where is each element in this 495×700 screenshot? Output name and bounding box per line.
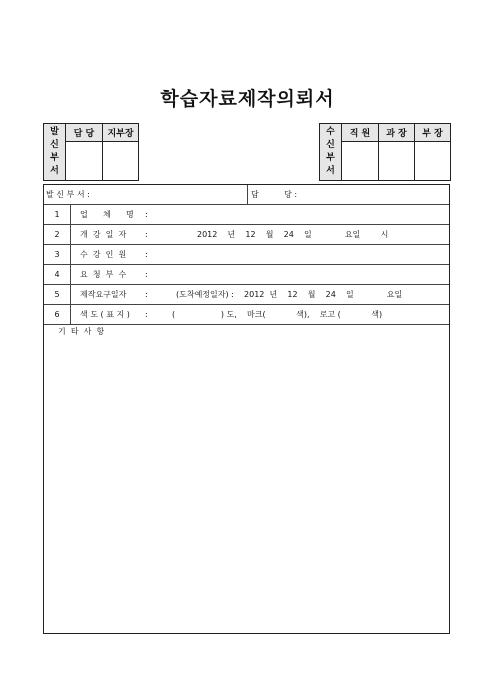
header-branch-chief: 지부장	[103, 124, 139, 142]
sign-cell-in-charge[interactable]	[66, 142, 103, 181]
header-dept-chief: 부 장	[415, 124, 451, 142]
row-colon: :	[145, 290, 148, 299]
header-in-charge: 담 당	[66, 124, 103, 142]
row-label: 업 체 명	[80, 210, 134, 219]
row-number: 4	[54, 270, 60, 279]
form-row-color[interactable]	[44, 305, 449, 325]
row-colon: :	[145, 270, 148, 279]
row-colon: :	[145, 250, 148, 259]
row-number: 2	[54, 230, 60, 239]
sign-cell-dept-chief[interactable]	[415, 142, 451, 181]
row-value[interactable]: (도착예정일자) : 2012 년 12 월 24 일 요일	[176, 290, 403, 299]
sender-dept-side-label: 발 신 부 서	[44, 124, 66, 181]
sign-cell-section-chief[interactable]	[379, 142, 415, 181]
header-section-chief: 과 장	[379, 124, 415, 142]
request-form	[43, 184, 450, 634]
row-colon: :	[145, 310, 148, 319]
form-row-attendees[interactable]	[44, 245, 449, 265]
row-label: 수 강 인 원	[80, 250, 127, 259]
header-staff: 직 원	[342, 124, 379, 142]
sender-dept-label: 발 신 부 서 :	[46, 190, 90, 199]
receiver-approval-box	[319, 123, 451, 181]
sign-cell-branch-chief[interactable]	[103, 142, 139, 181]
form-row-copies[interactable]	[44, 265, 449, 285]
row-number: 6	[54, 310, 60, 319]
form-row-company[interactable]	[44, 205, 449, 225]
row-colon: :	[145, 210, 148, 219]
divider	[247, 185, 248, 204]
sign-cell-staff[interactable]	[342, 142, 379, 181]
row-label: 개 강 일 자	[80, 230, 127, 239]
form-row-start-date[interactable]	[44, 225, 449, 245]
row-value[interactable]: 2012 년 12 월 24 일 요일 시	[197, 230, 389, 239]
row-label: 제작요구일자	[80, 290, 127, 299]
form-row-due-date[interactable]	[44, 285, 449, 305]
row-number: 1	[54, 210, 60, 219]
row-colon: :	[145, 230, 148, 239]
receiver-dept-side-label: 수 신 부 서	[320, 124, 342, 181]
manager-label: 담 당 :	[251, 190, 298, 199]
form-header-row	[44, 185, 449, 205]
page-title: 학습자료제작의뢰서	[160, 88, 335, 110]
sender-approval-box	[43, 123, 139, 181]
row-number: 5	[54, 290, 60, 299]
row-label: 요 청 부 수	[80, 270, 127, 279]
row-value[interactable]: ( ) 도, 마크( 색), 로고 ( 색)	[172, 310, 383, 319]
other-notes-label: 기 타 사 항	[58, 327, 105, 336]
row-number: 3	[54, 250, 60, 259]
row-label: 색 도 ( 표 지 )	[80, 310, 130, 319]
